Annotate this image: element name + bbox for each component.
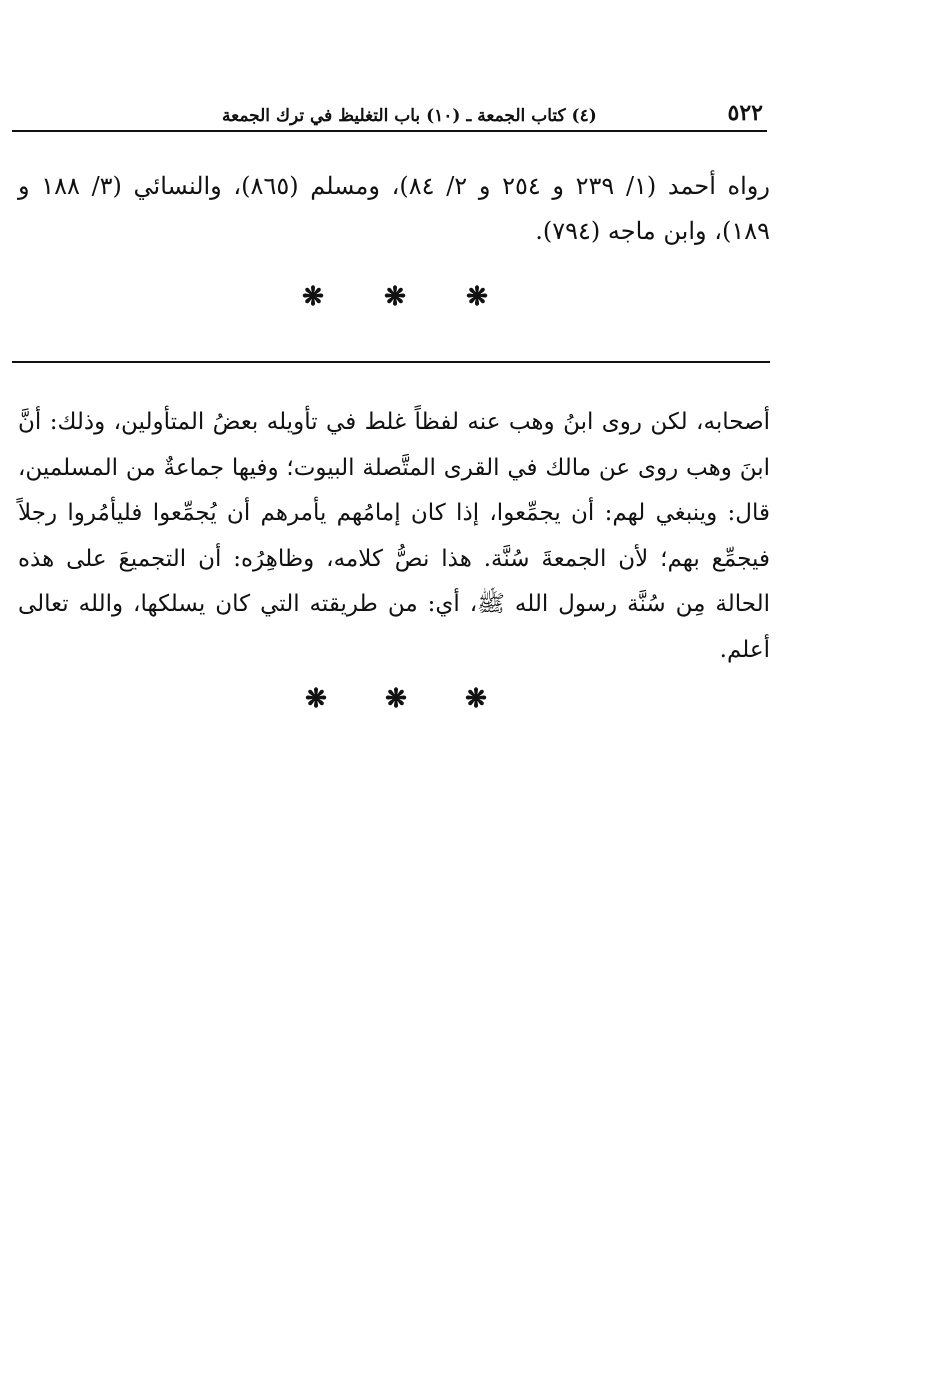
- running-title: (٤) كتاب الجمعة ـ (١٠) باب التغليظ في ترك الجمعة: [222, 106, 597, 126]
- asterisk-icon: ❋: [466, 282, 488, 312]
- asterisk-icon: ❋: [384, 282, 406, 312]
- main-text-paragraph: رواه أحمد (١/ ٢٣٩ و ٢٥٤ و ٢/ ٨٤)، ومسلم (٨٦٥)، والنسائي (٣/ ١٨٨ و ١٨٩)، وابن ماجه (٧٩٤).: [18, 172, 770, 245]
- asterisk-icon: ❋: [302, 282, 324, 312]
- asterisk-icon: ❋: [305, 684, 327, 714]
- running-header: [12, 94, 767, 132]
- footnote-paragraph: أصحابه، لكن روى ابنُ وهب عنه لفظاً غلط في تأويله بعضُ المتأولين، وذلك: أنَّ ابنَ وهب روى عن مالك في القرى المتَّصلة البيوت؛ وفيها جماعةٌ من المسلمين، قال: وينبغي لهم: أن يجمِّعوا، إذا كان إمامُهم يأمرهم أن يُجمِّعوا فليأمُروا رجلاً فيجمِّع بهم؛ لأن الجمعةَ سُنَّة. هذا نصُّ كلامه، وظاهِرُه: أن التجميعَ على هذه الحالة مِن سُنَّة رسول الله ﷺ، أي: من طريقته التي كان يسلكها، والله تعالى أعلم.: [18, 409, 770, 663]
- closing-asterisks: [276, 686, 516, 712]
- footnote-separator: [12, 361, 770, 363]
- section-break-asterisks: [272, 284, 518, 310]
- page-number: ٥٢٢: [727, 100, 763, 126]
- asterisk-icon: ❋: [385, 684, 407, 714]
- asterisk-icon: ❋: [465, 684, 487, 714]
